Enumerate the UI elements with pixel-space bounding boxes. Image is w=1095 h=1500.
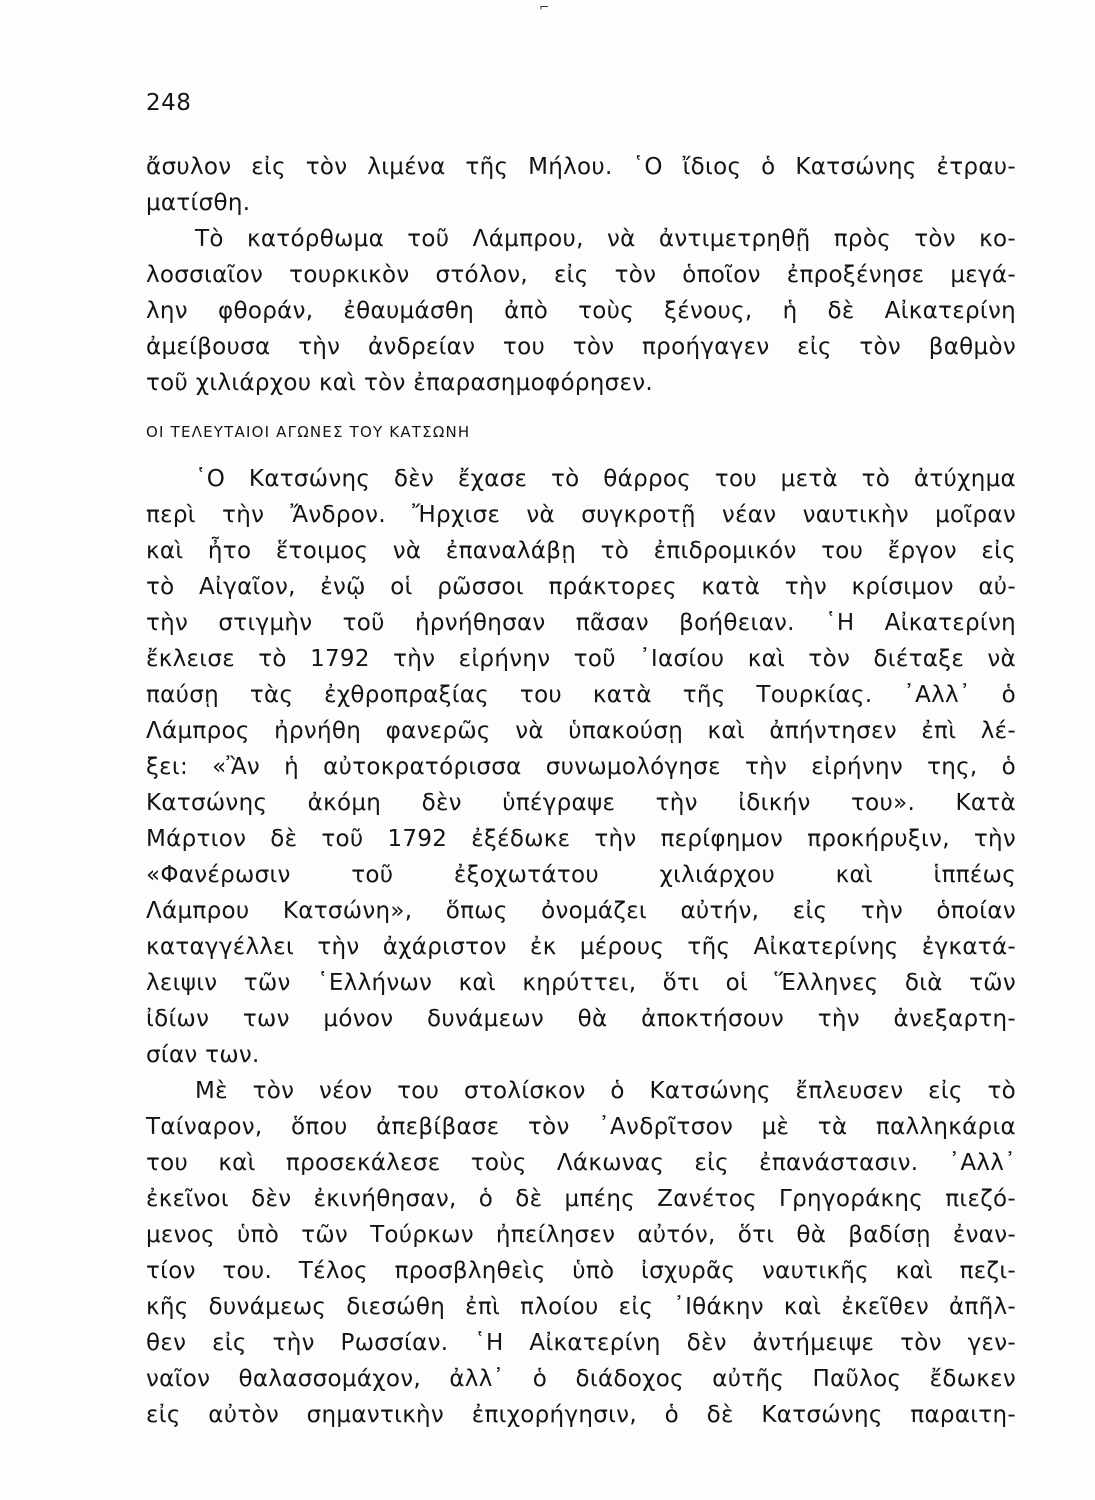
text-line: καὶ ἦτο ἕτοιμος νὰ ἐπαναλάβῃ τὸ ἐπιδρομικόν του ἔργον εἰς — [146, 538, 1016, 564]
text-line: ἀμείβουσα τὴν ἀνδρείαν του τὸν προήγαγεν εἰς τὸν βαθμὸν — [146, 334, 1016, 360]
text-line: τίον του. Τέλος προσβληθεὶς ὑπὸ ἰσχυρᾶς ναυτικῆς καὶ πεζι- — [146, 1258, 1016, 1284]
text-line: σίαν των. — [146, 1042, 260, 1068]
text-line: ματίσθη. — [146, 190, 251, 216]
text-line: ῾Ο Κατσώνης δὲν ἔχασε τὸ θάρρος του μετὰ τὸ ἀτύχημα — [195, 466, 1016, 492]
text-line: Λάμπρου Κατσώνη», ὅπως ὀνομάζει αὐτήν, εἰς τὴν ὁποίαν — [146, 898, 1016, 924]
text-line: καταγγέλλει τὴν ἀχάριστον ἐκ μέρους τῆς Αἰκατερίνης ἐγκατά- — [146, 934, 1016, 960]
text-line: τὸ Αἰγαῖον, ἐνῷ οἱ ρῶσσοι πράκτορες κατὰ τὴν κρίσιμον αὐ- — [146, 574, 1016, 600]
text-line: Ταίναρον, ὅπου ἀπεβίβασε τὸν ᾿Ανδρῖτσον μὲ τὰ παλληκάρια — [146, 1114, 1016, 1140]
scan-mark: ⌐ — [539, 0, 550, 14]
text-line: Κατσώνης ἀκόμη δὲν ὑπέγραψε τὴν ἰδικήν του». Κατὰ — [146, 790, 1016, 816]
text-line: λειψιν τῶν ῾Ελλήνων καὶ κηρύττει, ὅτι οἱ Ἕλληνες διὰ τῶν — [146, 970, 1016, 996]
section-heading: ΟΙ ΤΕΛΕΥΤΑΙΟΙ ΑΓΩΝΕΣ ΤΟΥ ΚΑΤΣΩΝΗ — [146, 423, 471, 441]
text-line: τοῦ χιλιάρχου καὶ τὸν ἐπαρασημοφόρησεν. — [146, 370, 653, 396]
text-line: ἔκλεισε τὸ 1792 τὴν εἰρήνην τοῦ ᾿Ιασίου καὶ τὸν διέταξε νὰ — [146, 646, 1016, 672]
text-line: κῆς δυνάμεως διεσώθη ἐπὶ πλοίου εἰς ᾿Ιθάκην καὶ ἐκεῖθεν ἀπῆλ- — [146, 1294, 1016, 1320]
text-line: ἰδίων των μόνον δυνάμεων θὰ ἀποκτήσουν τὴν ἀνεξαρτη- — [146, 1006, 1016, 1032]
text-line: μενος ὑπὸ τῶν Τούρκων ἠπείλησεν αὐτόν, ὅτι θὰ βαδίσῃ ἐναν- — [146, 1222, 1016, 1248]
text-line: λην φθοράν, ἐθαυμάσθη ἀπὸ τοὺς ξένους, ἡ δὲ Αἰκατερίνη — [146, 298, 1016, 324]
text-line: του καὶ προσεκάλεσε τοὺς Λάκωνας εἰς ἐπανάστασιν. ᾿Αλλ᾿ — [146, 1150, 1016, 1176]
text-line: Τὸ κατόρθωμα τοῦ Λάμπρου, νὰ ἀντιμετρηθῇ πρὸς τὸν κο- — [195, 226, 1016, 252]
text-line: περὶ τὴν Ἄνδρον. Ἤρχισε νὰ συγκροτῇ νέαν ναυτικὴν μοῖραν — [146, 502, 1016, 528]
text-line: εἰς αὐτὸν σημαντικὴν ἐπιχορήγησιν, ὁ δὲ Κατσώνης παραιτη- — [146, 1402, 1016, 1428]
text-line: παύσῃ τὰς ἐχθροπραξίας του κατὰ τῆς Τουρκίας. ᾿Αλλ᾿ ὁ — [146, 682, 1016, 708]
text-line: Λάμπρος ἠρνήθη φανερῶς νὰ ὑπακούσῃ καὶ ἀπήντησεν ἐπὶ λέ- — [146, 718, 1016, 744]
text-line: «Φανέρωσιν τοῦ ἐξοχωτάτου χιλιάρχου καὶ ἱππέως — [146, 862, 1016, 888]
text-line: Μάρτιον δὲ τοῦ 1792 ἐξέδωκε τὴν περίφημον προκήρυξιν, τὴν — [146, 826, 1016, 852]
text-line: τὴν στιγμὴν τοῦ ἠρνήθησαν πᾶσαν βοήθειαν. ῾Η Αἰκατερίνη — [146, 610, 1016, 636]
text-line: ἐκεῖνοι δὲν ἐκινήθησαν, ὁ δὲ μπέης Ζανέτος Γρηγοράκης πιεζό- — [146, 1186, 1016, 1212]
page-number: 248 — [146, 90, 192, 116]
text-line: ξει: «Ἂν ἡ αὐτοκρατόρισσα συνωμολόγησε τὴν εἰρήνην της, ὁ — [146, 754, 1016, 780]
text-line: θεν εἰς τὴν Ρωσσίαν. ῾Η Αἰκατερίνη δὲν ἀντήμειψε τὸν γεν- — [146, 1330, 1016, 1356]
text-line: ἄσυλον εἰς τὸν λιμένα τῆς Μήλου. ῾Ο ἴδιος ὁ Κατσώνης ἐτραυ- — [146, 154, 1016, 180]
text-line: Μὲ τὸν νέον του στολίσκον ὁ Κατσώνης ἔπλευσεν εἰς τὸ — [195, 1078, 1016, 1104]
text-line: ναῖον θαλασσομάχον, ἀλλ᾿ ὁ διάδοχος αὐτῆς Παῦλος ἔδωκεν — [146, 1366, 1016, 1392]
text-line: λοσσιαῖον τουρκικὸν στόλον, εἰς τὸν ὁποῖον ἐπροξένησε μεγά- — [146, 262, 1016, 288]
